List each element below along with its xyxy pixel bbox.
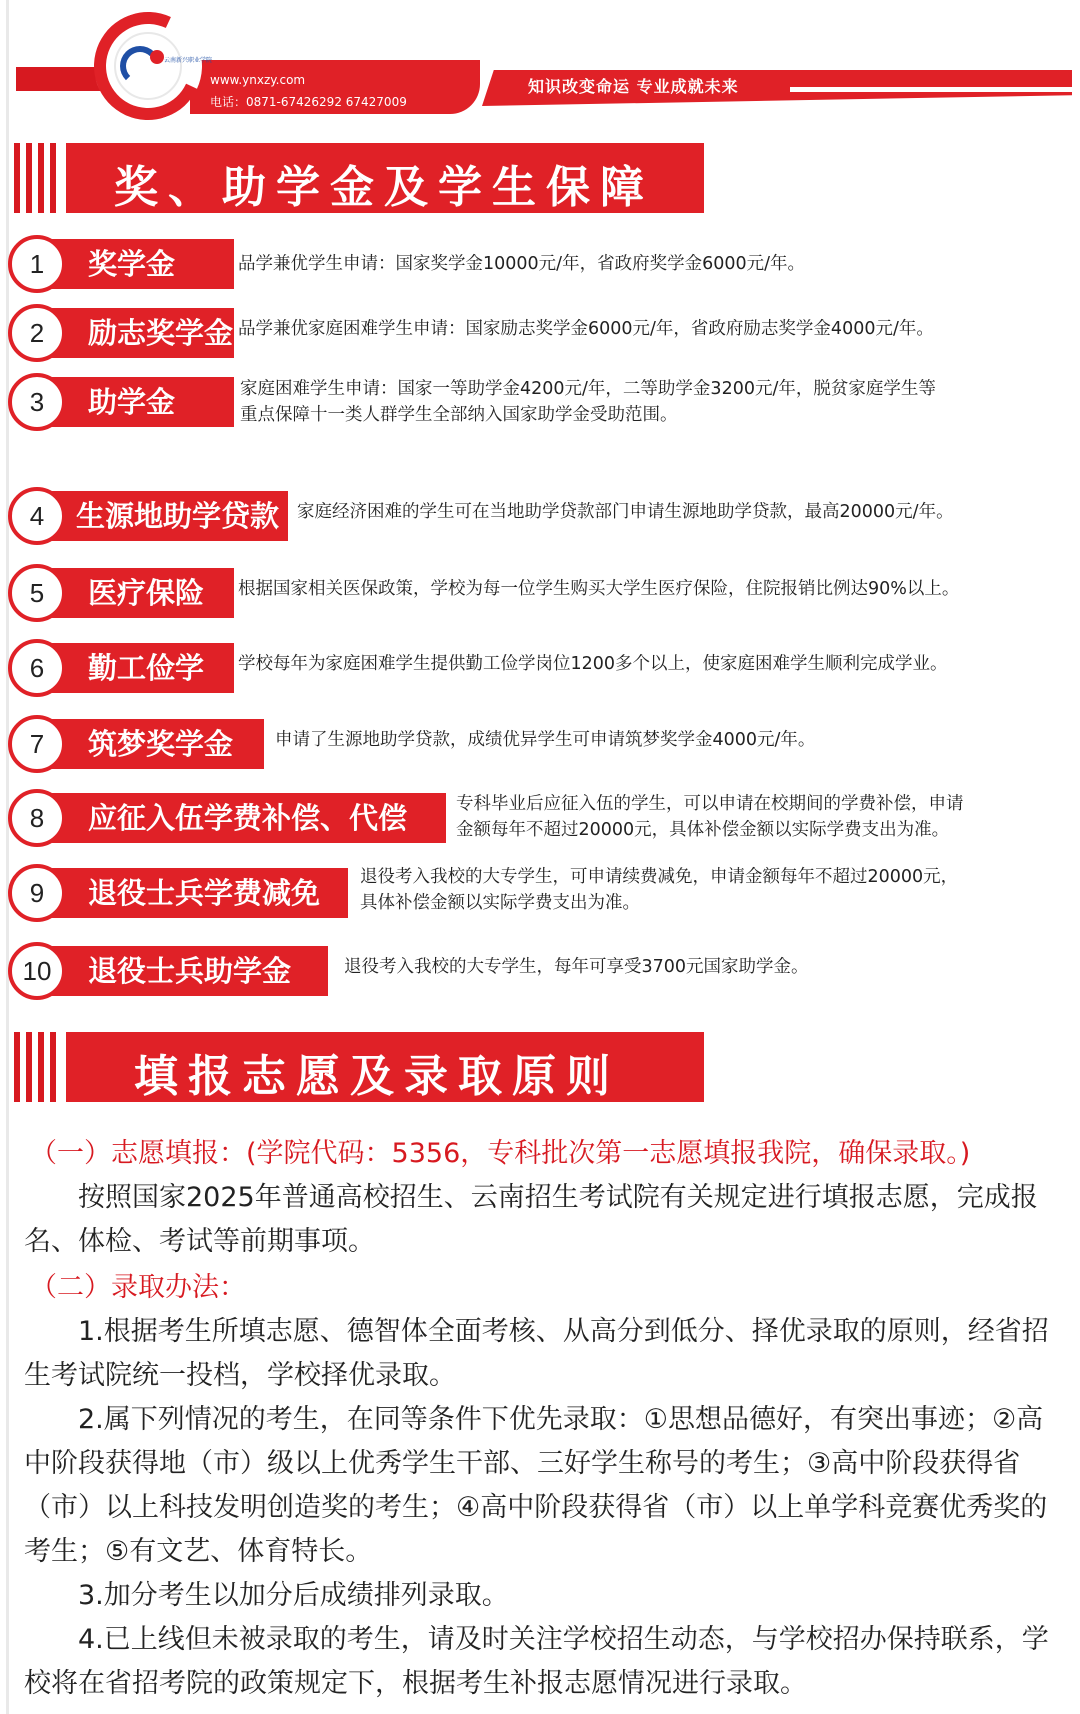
desc-line: 品学兼优学生申请：国家奖学金10000元/年，省政府奖学金6000元/年。 <box>238 254 805 274</box>
benefit-description <box>456 791 964 843</box>
benefit-description <box>238 651 948 677</box>
page-header <box>0 0 1080 115</box>
benefit-tag: 退役士兵助学金 <box>48 946 328 996</box>
benefit-number: 2 <box>8 304 66 362</box>
desc-line: 专科毕业后应征入伍的学生，可以申请在校期间的学费补偿，申请 <box>456 794 964 814</box>
benefit-description <box>238 316 934 342</box>
phone-number: 电话：0871-67426292 67427009 <box>210 95 407 109</box>
desc-line: 家庭经济困难的学生可在当地助学贷款部门申请生源地助学贷款，最高20000元/年。 <box>297 502 954 522</box>
benefit-number: 5 <box>8 564 66 622</box>
desc-line: 退役考入我校的大专学生，每年可享受3700元国家助学金。 <box>344 957 809 977</box>
benefit-tag: 生源地助学贷款 <box>48 491 288 541</box>
desc-line: 重点保障十一类人群学生全部纳入国家助学金受助范围。 <box>240 405 678 425</box>
benefit-description <box>238 576 959 602</box>
rule-text: 2.属下列情况的考生，在同等条件下优先录取：①思想品德好，有突出事迹；②高中阶段获得地（市）级以上优秀学生干部、三好学生称号的考生；③高中阶段获得省（市）以上科技发明创造奖的考生；④高中阶段获得省（市）以上单学科竞赛优秀奖的考生；⑤有文艺、体育特长。 <box>24 1404 1048 1567</box>
desc-line: 金额每年不超过20000元，具体补偿金额以实际学费支出为准。 <box>456 820 950 840</box>
desc-line: 申请了生源地助学贷款，成绩优异学生可申请筑梦奖学金4000元/年。 <box>275 730 816 750</box>
benefit-description <box>275 727 815 753</box>
website-url: www.ynxzy.com <box>210 73 306 87</box>
header-slogan: 知识改变命运 专业成就未来 <box>528 77 739 96</box>
benefit-number: 3 <box>8 373 66 431</box>
rule-item <box>24 1310 1064 1398</box>
benefit-description <box>344 954 809 980</box>
section-banner-scholarships <box>14 143 704 213</box>
benefit-number: 10 <box>8 942 66 1000</box>
rule-text: 3.加分考生以加分后成绩排列录取。 <box>78 1580 509 1611</box>
banner-stripe <box>26 143 32 213</box>
logo-dot-icon <box>150 50 164 64</box>
benefit-tag: 退役士兵学费减免 <box>48 868 348 918</box>
banner-stripe <box>50 143 56 213</box>
banner-stripe <box>14 143 20 213</box>
benefit-tag: 助学金 <box>48 377 234 427</box>
benefit-number: 6 <box>8 639 66 697</box>
banner-stripe <box>38 1032 44 1102</box>
desc-line: 品学兼优家庭困难学生申请：国家励志奖学金6000元/年，省政府励志奖学金4000元/年。 <box>238 319 934 339</box>
header-divider-line <box>790 87 1072 92</box>
benefit-description <box>360 864 958 916</box>
benefit-description <box>297 499 954 525</box>
rule-item <box>24 1398 1064 1574</box>
banner-stripe <box>50 1032 56 1102</box>
benefit-tag: 筑梦奖学金 <box>48 719 264 769</box>
benefit-description <box>240 376 936 428</box>
desc-line: 退役考入我校的大专学生，可申请续费减免，申请金额每年不超过20000元， <box>360 867 959 887</box>
logo-text: 云南新兴职业学院 <box>164 57 213 64</box>
benefit-tag: 医疗保险 <box>48 568 234 618</box>
desc-line: 根据国家相关医保政策，学校为每一位学生购买大学生医疗保险，住院报销比例达90%以上。 <box>238 579 960 599</box>
section-title: 奖、助学金及学生保障 <box>114 162 654 213</box>
benefit-number: 1 <box>8 235 66 293</box>
benefit-description <box>238 251 805 277</box>
benefit-number: 7 <box>8 715 66 773</box>
banner-stripe <box>26 1032 32 1102</box>
desc-line: 学校每年为家庭困难学生提供勤工俭学岗位1200多个以上，使家庭困难学生顺利完成学业。 <box>238 654 948 674</box>
desc-line: 家庭困难学生申请：国家一等助学金4200元/年，二等助学金3200元/年，脱贫家庭学生等 <box>240 379 936 399</box>
paragraph-text: 按照国家2025年普通高校招生、云南招生考试院有关规定进行填报志愿，完成报名、体检、考试等前期事项。 <box>24 1182 1038 1257</box>
section-title: 填报志愿及录取原则 <box>134 1051 620 1102</box>
desc-line: 具体补偿金额以实际学费支出为准。 <box>360 893 640 913</box>
banner-stripe <box>14 1032 20 1102</box>
benefit-number: 8 <box>8 789 66 847</box>
subheading-volunteer: （一）志愿填报：(学院代码：5356，专科批次第一志愿填报我院，确保录取。) <box>30 1138 971 1169</box>
benefit-tag: 奖学金 <box>48 239 234 289</box>
benefit-number: 9 <box>8 864 66 922</box>
rule-item <box>24 1618 1064 1706</box>
benefit-tag: 励志奖学金 <box>48 308 234 358</box>
rule-item <box>24 1574 1064 1618</box>
rule-text: 4.已上线但未被录取的考生，请及时关注学校招生动态，与学校招办保持联系，学校将在省招考院的政策规定下，根据考生补报志愿情况进行录取。 <box>24 1624 1049 1699</box>
rule-text: 1.根据考生所填志愿、德智体全面考核、从高分到低分、择优录取的原则，经省招生考试院统一投档，学校择优录取。 <box>24 1316 1049 1391</box>
subheading-admission-method: （二）录取办法： <box>30 1272 246 1303</box>
benefit-number: 4 <box>8 487 66 545</box>
section-banner-admission <box>14 1032 704 1102</box>
benefit-tag: 勤工俭学 <box>48 643 234 693</box>
paragraph <box>24 1176 1064 1264</box>
benefit-tag: 应征入伍学费补偿、代偿 <box>48 793 446 843</box>
banner-stripe <box>38 143 44 213</box>
